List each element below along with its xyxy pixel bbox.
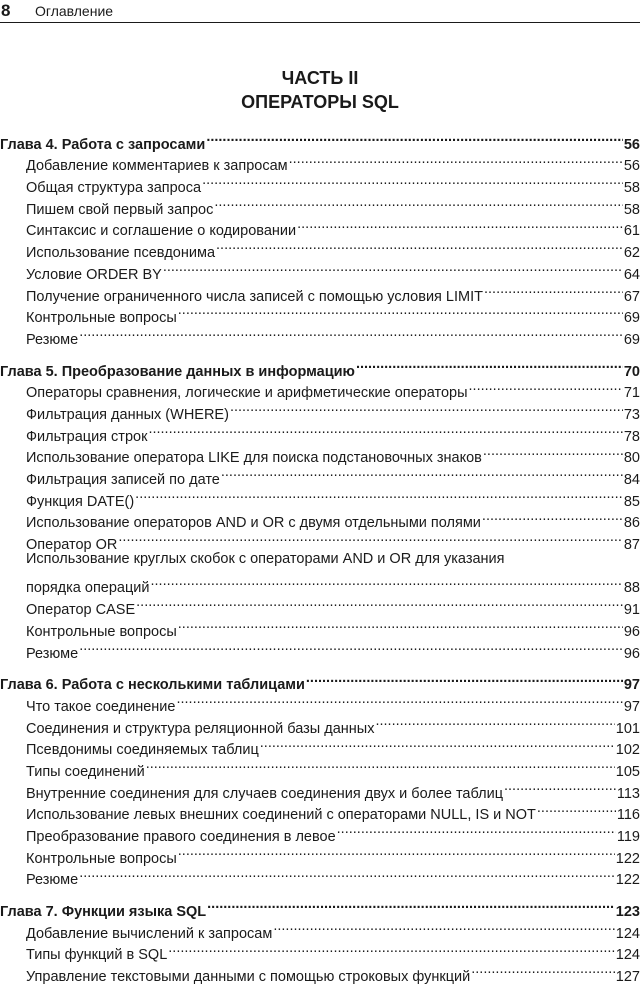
- part-name: ОПЕРАТОРЫ SQL: [241, 92, 399, 112]
- section-title-line1: Использование круглых скобок с операторами AND и OR для указания: [26, 551, 505, 568]
- section-title: Преобразование правого соединения в левое: [26, 829, 336, 846]
- page-number: 8: [1, 1, 11, 20]
- section-page: 85: [623, 493, 640, 510]
- chapter-title: Глава 5. Преобразование данных в информацию: [0, 363, 355, 380]
- section-title: Пишем свой первый запрос: [26, 201, 214, 218]
- leader-dots: [136, 592, 623, 614]
- section-title: Общая структура запроса: [26, 180, 202, 197]
- leader-dots: [206, 127, 623, 149]
- section-page: 58: [623, 180, 640, 197]
- leader-dots: [469, 376, 623, 398]
- section-title: Фильтрация записей по дате: [26, 472, 220, 488]
- toc-section-row: [0, 636, 640, 662]
- section-title: Функция DATE(): [26, 493, 135, 510]
- leader-dots: [297, 214, 623, 236]
- section-title: Псевдонимы соединяемых таблиц: [26, 742, 259, 759]
- section-page: 87: [623, 537, 640, 554]
- leader-dots: [337, 819, 616, 841]
- section-page: 101: [615, 720, 640, 737]
- section-page: 64: [623, 266, 640, 283]
- section-title: Получение ограниченного числа записей с помощью условия LIMIT: [26, 288, 483, 305]
- section-page: 62: [623, 245, 640, 262]
- leader-dots: [79, 863, 615, 885]
- leader-dots: [537, 798, 616, 820]
- chapter-page: 70: [623, 363, 640, 380]
- section-title: Типы функций в SQL: [26, 947, 168, 964]
- section-page: 105: [615, 763, 640, 780]
- section-title: Соединения и структура реляционной базы данных: [26, 720, 375, 737]
- toc-section-row: [0, 549, 640, 597]
- section-title: Фильтрация строк: [26, 428, 148, 445]
- section-title: Контрольные вопросы: [26, 310, 177, 327]
- section-page: 58: [623, 201, 640, 218]
- section-page: 122: [615, 850, 640, 867]
- section-page: 67: [623, 288, 640, 305]
- section-title: Добавление комментариев к запросам: [26, 158, 288, 175]
- leader-dots: [135, 484, 623, 506]
- leader-dots: [178, 301, 623, 323]
- section-page: 69: [623, 331, 640, 348]
- leader-dots: [375, 711, 614, 733]
- section-title: Использование операторов AND и OR с двумя отдельными полями: [26, 515, 481, 532]
- section-title: Синтаксис и соглашение о кодировании: [26, 223, 297, 240]
- section-page: 91: [623, 602, 640, 619]
- leader-dots: [216, 235, 623, 257]
- section-page: 96: [623, 623, 640, 640]
- leader-dots: [483, 441, 623, 463]
- section-page: 97: [623, 698, 640, 715]
- section-page: 80: [623, 450, 640, 467]
- section-page: 124: [615, 947, 640, 964]
- leader-dots: [482, 506, 623, 528]
- leader-dots: [260, 733, 615, 755]
- section-title-line2: [26, 571, 640, 597]
- section-title: Типы соединений: [26, 763, 145, 780]
- section-page: 73: [623, 406, 640, 423]
- toc-section-row: [0, 322, 640, 348]
- section-page: 88: [623, 580, 640, 597]
- chapter-title: Глава 7. Функции языка SQL: [0, 904, 207, 921]
- toc-section-row: [0, 863, 640, 889]
- table-of-contents: [0, 127, 640, 986]
- section-title: Внутренние соединения для случаев соединения двух и более таблиц: [26, 785, 503, 802]
- part-title: [0, 66, 640, 114]
- section-page: 78: [623, 428, 640, 445]
- toc-chapter-row: [0, 354, 640, 380]
- running-title: Оглавление: [35, 3, 114, 19]
- section-page: 124: [615, 925, 640, 942]
- toc-chapter-row: [0, 894, 640, 921]
- section-page: 69: [623, 310, 640, 327]
- section-page: 113: [616, 785, 640, 802]
- running-header: [0, 0, 640, 23]
- leader-dots: [79, 636, 623, 658]
- section-title: Оператор CASE: [26, 602, 136, 619]
- chapter-title: Глава 4. Работа с запросами: [0, 136, 206, 153]
- section-page: 86: [623, 515, 640, 532]
- leader-dots: [230, 397, 623, 419]
- leader-dots: [163, 257, 623, 279]
- chapter-title: Глава 6. Работа с несколькими таблицами: [0, 677, 305, 694]
- section-title: Фильтрация данных (WHERE): [26, 406, 229, 423]
- leader-dots: [178, 614, 623, 636]
- section-title: Резюме: [26, 331, 79, 348]
- section-page: 61: [623, 223, 640, 240]
- leader-dots: [273, 916, 614, 938]
- section-title: Что такое соединение: [26, 698, 176, 715]
- leader-dots: [504, 776, 616, 798]
- section-title: Резюме: [26, 872, 79, 889]
- section-page: 102: [615, 742, 640, 759]
- section-page: 96: [623, 645, 640, 662]
- leader-dots: [118, 527, 622, 549]
- leader-dots: [79, 322, 623, 344]
- chapter-page: 123: [615, 904, 640, 921]
- section-title: Использование псевдонима: [26, 245, 216, 262]
- leader-dots: [306, 668, 623, 690]
- section-title: Операторы сравнения, логические и арифметические операторы: [26, 385, 468, 402]
- section-title: Условие ORDER BY: [26, 266, 162, 283]
- section-title: Добавление вычислений к запросам: [26, 925, 273, 942]
- toc-chapter-row: [0, 127, 640, 153]
- section-page: 122: [615, 872, 640, 889]
- leader-dots: [289, 149, 623, 171]
- leader-dots: [356, 354, 623, 376]
- leader-dots: [202, 170, 623, 192]
- part-number: ЧАСТЬ II: [281, 68, 359, 88]
- leader-dots: [176, 689, 622, 711]
- leader-dots: [146, 754, 615, 776]
- section-title: Контрольные вопросы: [26, 850, 177, 867]
- chapter-page: 97: [623, 677, 640, 694]
- leader-dots: [178, 841, 615, 863]
- section-page: 56: [623, 158, 640, 175]
- section-page: 84: [623, 472, 640, 488]
- section-page: 116: [616, 807, 640, 824]
- leader-dots: [207, 894, 615, 916]
- section-page: 119: [616, 829, 640, 846]
- section-title: Оператор OR: [26, 537, 118, 554]
- section-title: Управление текстовыми данными с помощью строковых функций: [26, 969, 471, 986]
- leader-dots: [148, 419, 622, 441]
- leader-dots: [168, 938, 615, 960]
- section-title: порядка операций: [26, 580, 150, 597]
- section-title: Использование левых внешних соединений с операторами NULL, IS и NOT: [26, 807, 536, 824]
- leader-dots: [484, 279, 623, 301]
- toc-chapter-row: [0, 668, 640, 694]
- section-title: Контрольные вопросы: [26, 623, 177, 640]
- leader-dots: [214, 192, 622, 214]
- leader-dots: [221, 462, 623, 484]
- section-page: 127: [615, 969, 640, 986]
- chapter-page: 56: [623, 136, 640, 153]
- section-page: 71: [623, 385, 640, 402]
- leader-dots: [471, 959, 615, 981]
- leader-dots: [151, 571, 623, 593]
- section-title: Использование оператора LIKE для поиска подстановочных знаков: [26, 450, 482, 467]
- section-title: Резюме: [26, 645, 79, 662]
